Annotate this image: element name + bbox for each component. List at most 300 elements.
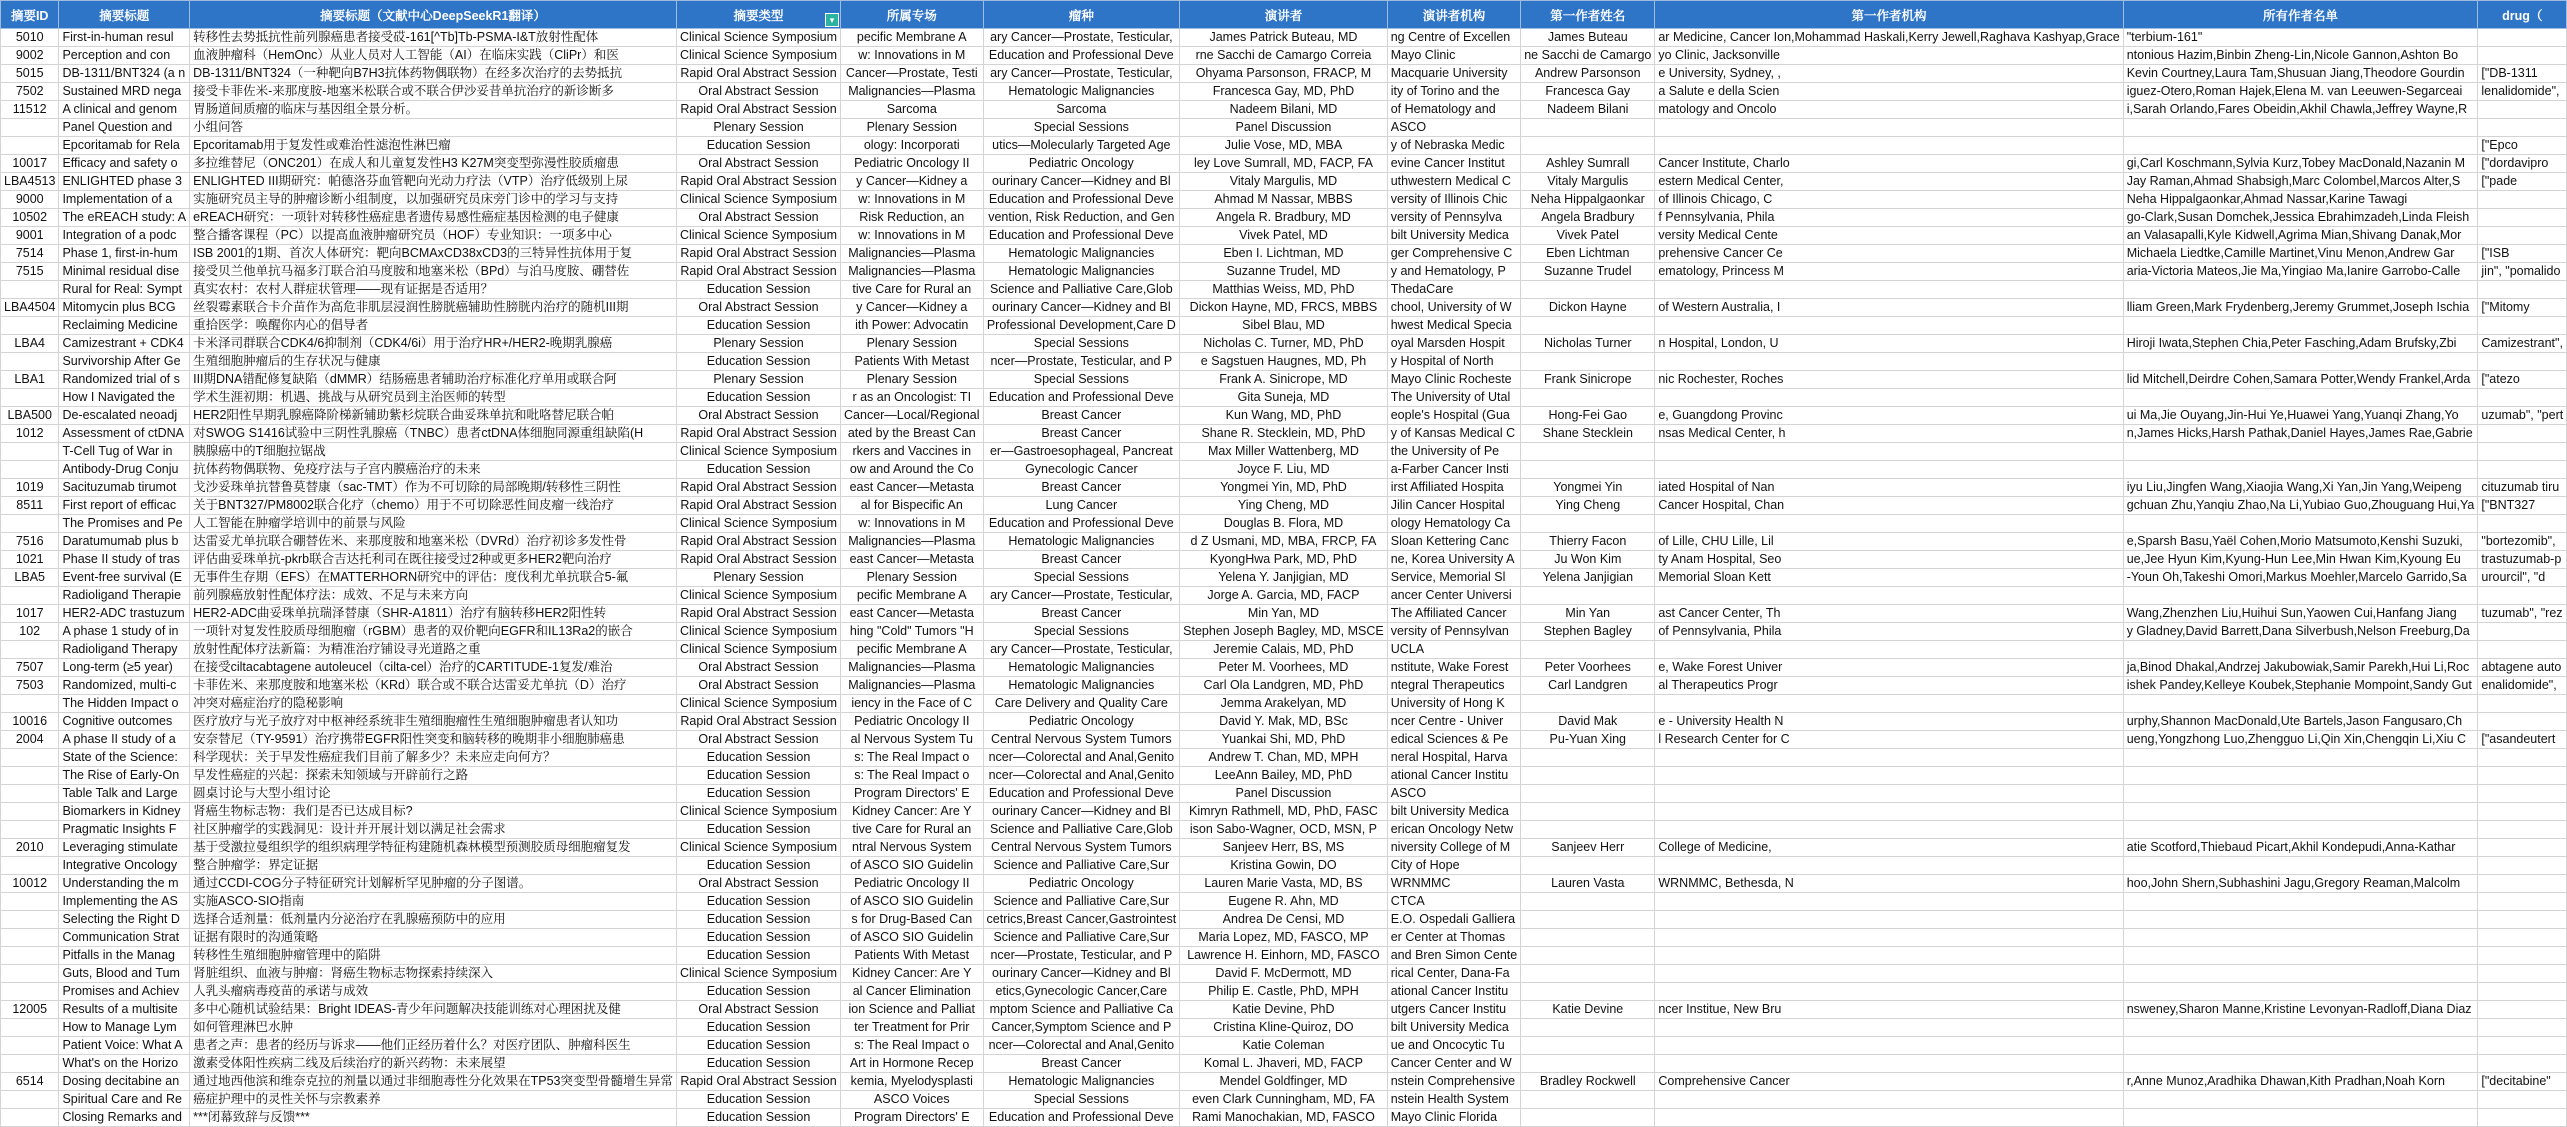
table-cell[interactable]: edical Sciences & Pe: [1387, 731, 1520, 749]
table-cell[interactable]: The Promises and Pe: [59, 515, 190, 533]
table-cell[interactable]: Lung Cancer: [983, 497, 1180, 515]
table-cell[interactable]: Lauren Marie Vasta, MD, BS: [1180, 875, 1388, 893]
table-row[interactable]: [1, 605, 2567, 623]
table-cell[interactable]: Leveraging stimulate: [59, 839, 190, 857]
table-cell[interactable]: [2478, 641, 2567, 659]
table-cell[interactable]: [2123, 1091, 2478, 1109]
table-cell[interactable]: Education Session: [677, 137, 841, 155]
table-row[interactable]: [1, 101, 2567, 119]
table-cell[interactable]: [1521, 353, 1655, 371]
table-cell[interactable]: rne Sacchi de Camargo Correia: [1180, 47, 1388, 65]
table-cell[interactable]: [1, 857, 59, 875]
table-cell[interactable]: Dickon Hayne: [1521, 299, 1655, 317]
table-cell[interactable]: Bradley Rockwell: [1521, 1073, 1655, 1091]
table-row[interactable]: [1, 389, 2567, 407]
table-cell[interactable]: Malignancies—Plasma: [841, 263, 984, 281]
table-cell[interactable]: Sibel Blau, MD: [1180, 317, 1388, 335]
table-row[interactable]: [1, 137, 2567, 155]
table-cell[interactable]: hwest Medical Specia: [1387, 317, 1520, 335]
table-cell[interactable]: Plenary Session: [841, 335, 984, 353]
table-cell[interactable]: 9002: [1, 47, 59, 65]
table-cell[interactable]: Pediatric Oncology: [983, 155, 1180, 173]
table-cell[interactable]: 学术生涯初期：机遇、挑战与从研究员到主治医师的转型: [190, 389, 677, 407]
table-cell[interactable]: Hematologic Malignancies: [983, 533, 1180, 551]
table-cell[interactable]: Education Session: [677, 1037, 841, 1055]
table-cell[interactable]: ger Comprehensive C: [1387, 245, 1520, 263]
table-cell[interactable]: urphy,Shannon MacDonald,Ute Bartels,Jason Fangusaro,Ch: [2123, 713, 2478, 731]
table-cell[interactable]: Table Talk and Large: [59, 785, 190, 803]
table-cell[interactable]: [2123, 389, 2478, 407]
table-cell[interactable]: Nadeem Bilani, MD: [1180, 101, 1388, 119]
table-cell[interactable]: Gita Suneja, MD: [1180, 389, 1388, 407]
table-cell[interactable]: versity Medical Cente: [1655, 227, 2123, 245]
table-cell[interactable]: [1655, 929, 2123, 947]
table-cell[interactable]: 卡菲佐米、来那度胺和地塞米松（KRd）联合或不联合达雷妥尤单抗（D）治疗: [190, 677, 677, 695]
table-cell[interactable]: ith Power: Advocatin: [841, 317, 984, 335]
table-cell[interactable]: Mitomycin plus BCG: [59, 299, 190, 317]
table-cell[interactable]: Education Session: [677, 317, 841, 335]
table-cell[interactable]: [1, 929, 59, 947]
table-cell[interactable]: Peter M. Voorhees, MD: [1180, 659, 1388, 677]
table-cell[interactable]: Education Session: [677, 1109, 841, 1127]
table-cell[interactable]: Special Sessions: [983, 623, 1180, 641]
table-cell[interactable]: Cancer Institute, Charlo: [1655, 155, 2123, 173]
table-cell[interactable]: Pitfalls in the Manag: [59, 947, 190, 965]
table-cell[interactable]: The Hidden Impact o: [59, 695, 190, 713]
table-row[interactable]: [1, 83, 2567, 101]
table-cell[interactable]: prehensive Cancer Ce: [1655, 245, 2123, 263]
table-cell[interactable]: 真实农村：农村人群症状管理——现有证据是否适用？: [190, 281, 677, 299]
table-cell[interactable]: LBA4: [1, 335, 59, 353]
table-cell[interactable]: What's on the Horizo: [59, 1055, 190, 1073]
column-header[interactable]: [190, 1, 677, 29]
table-cell[interactable]: Hong-Fei Gao: [1521, 407, 1655, 425]
table-cell[interactable]: [2123, 947, 2478, 965]
table-cell[interactable]: James Patrick Buteau, MD: [1180, 29, 1388, 47]
table-cell[interactable]: Spiritual Care and Re: [59, 1091, 190, 1109]
table-cell[interactable]: [2123, 119, 2478, 137]
table-cell[interactable]: [2123, 1019, 2478, 1037]
table-cell[interactable]: 丝裂霉素联合卡介苗作为高危非肌层浸润性膀胱癌辅助性膀胱内治疗的随机III期: [190, 299, 677, 317]
table-cell[interactable]: [1655, 947, 2123, 965]
table-cell[interactable]: Angela R. Bradbury, MD: [1180, 209, 1388, 227]
table-row[interactable]: [1, 929, 2567, 947]
table-cell[interactable]: ncer Centre - Univer: [1387, 713, 1520, 731]
table-cell[interactable]: Frank A. Sinicrope, MD: [1180, 371, 1388, 389]
table-cell[interactable]: [1655, 911, 2123, 929]
table-cell[interactable]: 102: [1, 623, 59, 641]
table-cell[interactable]: Results of a multisite: [59, 1001, 190, 1019]
table-cell[interactable]: Jemma Arakelyan, MD: [1180, 695, 1388, 713]
table-cell[interactable]: Antibody-Drug Conju: [59, 461, 190, 479]
table-cell[interactable]: Kristina Gowin, DO: [1180, 857, 1388, 875]
table-cell[interactable]: enalidomide",: [2478, 677, 2567, 695]
table-row[interactable]: [1, 893, 2567, 911]
table-cell[interactable]: Breast Cancer: [983, 1055, 1180, 1073]
table-row[interactable]: [1, 1055, 2567, 1073]
table-cell[interactable]: [1521, 119, 1655, 137]
table-cell[interactable]: Thierry Facon: [1521, 533, 1655, 551]
table-cell[interactable]: Education Session: [677, 461, 841, 479]
table-cell[interactable]: ow and Around the Co: [841, 461, 984, 479]
table-cell[interactable]: 前列腺癌放射性配体疗法：成效、不足与未来方向: [190, 587, 677, 605]
table-row[interactable]: [1, 983, 2567, 1001]
table-row[interactable]: [1, 911, 2567, 929]
table-cell[interactable]: [1655, 353, 2123, 371]
table-cell[interactable]: 7516: [1, 533, 59, 551]
table-cell[interactable]: Nadeem Bilani: [1521, 101, 1655, 119]
table-cell[interactable]: al for Bispecific An: [841, 497, 984, 515]
table-cell[interactable]: Peter Voorhees: [1521, 659, 1655, 677]
table-cell[interactable]: [2478, 317, 2567, 335]
table-cell[interactable]: Randomized trial of s: [59, 371, 190, 389]
table-cell[interactable]: [1, 353, 59, 371]
table-row[interactable]: [1, 839, 2567, 857]
table-cell[interactable]: [2478, 209, 2567, 227]
table-cell[interactable]: Sarcoma: [983, 101, 1180, 119]
table-cell[interactable]: 人乳头瘤病毒疫苗的承诺与成效: [190, 983, 677, 1001]
table-cell[interactable]: pecific Membrane A: [841, 587, 984, 605]
table-cell[interactable]: ueng,Yongzhong Luo,Zhengguo Li,Qin Xin,Chengqin Li,Xiu C: [2123, 731, 2478, 749]
table-cell[interactable]: ne Sacchi de Camargo: [1521, 47, 1655, 65]
column-header[interactable]: [983, 1, 1180, 29]
table-cell[interactable]: [2478, 965, 2567, 983]
table-cell[interactable]: 多中心随机试验结果：Bright IDEAS-青少年问题解决技能训练对心理困扰及健: [190, 1001, 677, 1019]
table-cell[interactable]: Selecting the Right D: [59, 911, 190, 929]
table-cell[interactable]: ASCO: [1387, 785, 1520, 803]
table-cell[interactable]: Jeremie Calais, MD, PhD: [1180, 641, 1388, 659]
table-cell[interactable]: s: The Real Impact o: [841, 749, 984, 767]
table-cell[interactable]: al Nervous System Tu: [841, 731, 984, 749]
table-cell[interactable]: [1, 1109, 59, 1127]
table-cell[interactable]: e, Wake Forest Univer: [1655, 659, 2123, 677]
table-cell[interactable]: Plenary Session: [677, 371, 841, 389]
table-cell[interactable]: ley Love Sumrall, MD, FACP, FA: [1180, 155, 1388, 173]
table-cell[interactable]: Oral Abstract Session: [677, 299, 841, 317]
table-row[interactable]: [1, 857, 2567, 875]
table-cell[interactable]: -Youn Oh,Takeshi Omori,Markus Moehler,Marcelo Garrido,Sa: [2123, 569, 2478, 587]
table-cell[interactable]: Pediatric Oncology: [983, 875, 1180, 893]
table-cell[interactable]: 9001: [1, 227, 59, 245]
table-cell[interactable]: Special Sessions: [983, 569, 1180, 587]
table-cell[interactable]: [1, 461, 59, 479]
table-cell[interactable]: [1521, 515, 1655, 533]
table-cell[interactable]: tuzumab", "rez: [2478, 605, 2567, 623]
table-cell[interactable]: Clinical Science Symposium: [677, 191, 841, 209]
table-cell[interactable]: Lawrence H. Einhorn, MD, FASCO: [1180, 947, 1388, 965]
table-cell[interactable]: uzumab", "pert: [2478, 407, 2567, 425]
table-cell[interactable]: [1521, 821, 1655, 839]
table-row[interactable]: [1, 407, 2567, 425]
table-cell[interactable]: [2123, 803, 2478, 821]
table-row[interactable]: [1, 1019, 2567, 1037]
table-cell[interactable]: [2123, 587, 2478, 605]
table-cell[interactable]: [1655, 749, 2123, 767]
table-cell[interactable]: [1521, 137, 1655, 155]
table-cell[interactable]: [1521, 911, 1655, 929]
table-cell[interactable]: Education Session: [677, 281, 841, 299]
table-cell[interactable]: Rapid Oral Abstract Session: [677, 263, 841, 281]
table-cell[interactable]: 5015: [1, 65, 59, 83]
table-cell[interactable]: [2478, 587, 2567, 605]
table-cell[interactable]: HER2-ADC trastuzum: [59, 605, 190, 623]
table-cell[interactable]: Plenary Session: [677, 119, 841, 137]
table-cell[interactable]: 冲突对癌症治疗的隐秘影响: [190, 695, 677, 713]
table-cell[interactable]: [1521, 803, 1655, 821]
table-cell[interactable]: ["BNT327: [2478, 497, 2567, 515]
table-cell[interactable]: ENLIGHTED III期研究：帕德洛芬血管靶向光动力疗法（VTP）治疗低级别上尿: [190, 173, 677, 191]
table-cell[interactable]: Oral Abstract Session: [677, 83, 841, 101]
table-cell[interactable]: east Cancer—Metasta: [841, 551, 984, 569]
table-cell[interactable]: chool, University of W: [1387, 299, 1520, 317]
table-cell[interactable]: Carl Landgren: [1521, 677, 1655, 695]
table-cell[interactable]: "terbium-161": [2123, 29, 2478, 47]
table-cell[interactable]: [1521, 929, 1655, 947]
table-cell[interactable]: Ju Won Kim: [1521, 551, 1655, 569]
table-cell[interactable]: [2478, 1019, 2567, 1037]
table-cell[interactable]: Andrew Parsonson: [1521, 65, 1655, 83]
table-cell[interactable]: [1, 443, 59, 461]
table-cell[interactable]: Rapid Oral Abstract Session: [677, 551, 841, 569]
table-cell[interactable]: Pediatric Oncology II: [841, 155, 984, 173]
table-cell[interactable]: Education Session: [677, 1055, 841, 1073]
table-cell[interactable]: Vitaly Margulis: [1521, 173, 1655, 191]
table-cell[interactable]: Communication Strat: [59, 929, 190, 947]
table-cell[interactable]: Oral Abstract Session: [677, 1001, 841, 1019]
table-cell[interactable]: Education and Professional Deve: [983, 515, 1180, 533]
table-cell[interactable]: [1521, 587, 1655, 605]
table-cell[interactable]: [2123, 353, 2478, 371]
table-cell[interactable]: estern Medical Center,: [1655, 173, 2123, 191]
table-cell[interactable]: ter Treatment for Prir: [841, 1019, 984, 1037]
table-cell[interactable]: 通过地西他滨和维奈克拉的剂量以通过非细胞毒性分化效果在TP53突变型骨髓增生异常: [190, 1073, 677, 1091]
table-cell[interactable]: ENLIGHTED phase 3: [59, 173, 190, 191]
table-cell[interactable]: [1521, 695, 1655, 713]
table-cell[interactable]: Clinical Science Symposium: [677, 965, 841, 983]
table-row[interactable]: [1, 749, 2567, 767]
table-cell[interactable]: Science and Palliative Care,Glob: [983, 821, 1180, 839]
table-cell[interactable]: Program Directors' E: [841, 1109, 984, 1127]
table-cell[interactable]: of Pennsylvania, Phila: [1655, 623, 2123, 641]
table-cell[interactable]: [2123, 137, 2478, 155]
table-cell[interactable]: Ying Cheng: [1521, 497, 1655, 515]
table-cell[interactable]: [1, 281, 59, 299]
table-cell[interactable]: [1, 947, 59, 965]
table-cell[interactable]: [1521, 461, 1655, 479]
table-cell[interactable]: Integration of a podc: [59, 227, 190, 245]
table-cell[interactable]: Oral Abstract Session: [677, 875, 841, 893]
table-cell[interactable]: 10502: [1, 209, 59, 227]
table-cell[interactable]: 血液肿瘤科（HemOnc）从业人员对人工智能（AI）在临床实践（CliPr）和医: [190, 47, 677, 65]
table-cell[interactable]: [1655, 587, 2123, 605]
table-cell[interactable]: [1521, 749, 1655, 767]
table-cell[interactable]: ISB 2001的1期、首次人体研究：靶向BCMAxCD38xCD3的三特异性抗体用于复: [190, 245, 677, 263]
table-cell[interactable]: y and Hematology, P: [1387, 263, 1520, 281]
table-cell[interactable]: Clinical Science Symposium: [677, 29, 841, 47]
table-cell[interactable]: [1, 119, 59, 137]
table-cell[interactable]: Suzanne Trudel: [1521, 263, 1655, 281]
table-cell[interactable]: LBA4513: [1, 173, 59, 191]
table-cell[interactable]: [1521, 1055, 1655, 1073]
table-cell[interactable]: Andrea De Censi, MD: [1180, 911, 1388, 929]
table-cell[interactable]: 实施ASCO-SIO指南: [190, 893, 677, 911]
table-cell[interactable]: Komal L. Jhaveri, MD, FACP: [1180, 1055, 1388, 1073]
table-row[interactable]: [1, 1001, 2567, 1019]
table-cell[interactable]: [1655, 461, 2123, 479]
table-cell[interactable]: Risk Reduction, an: [841, 209, 984, 227]
table-cell[interactable]: east Cancer—Metasta: [841, 605, 984, 623]
table-cell[interactable]: ational Cancer Institu: [1387, 767, 1520, 785]
table-cell[interactable]: utics—Molecularly Targeted Age: [983, 137, 1180, 155]
table-cell[interactable]: Yongmei Yin: [1521, 479, 1655, 497]
table-cell[interactable]: DB-1311/BNT324 (a n: [59, 65, 190, 83]
table-cell[interactable]: e University, Sydney, ,: [1655, 65, 2123, 83]
table-cell[interactable]: matology and Oncolo: [1655, 101, 2123, 119]
table-cell[interactable]: [1655, 443, 2123, 461]
table-cell[interactable]: gchuan Zhu,Yanqiu Zhao,Na Li,Yubiao Guo,Zhouguang Hui,Ya: [2123, 497, 2478, 515]
table-cell[interactable]: w: Innovations in M: [841, 227, 984, 245]
table-cell[interactable]: ja,Binod Dhakal,Andrzej Jakubowiak,Samir Parekh,Hui Li,Roc: [2123, 659, 2478, 677]
table-cell[interactable]: 1012: [1, 425, 59, 443]
table-row[interactable]: [1, 821, 2567, 839]
table-cell[interactable]: [2478, 29, 2567, 47]
table-cell[interactable]: [2478, 893, 2567, 911]
table-cell[interactable]: tive Care for Rural an: [841, 821, 984, 839]
table-cell[interactable]: 实施研究员主导的肿瘤诊断小组制度，以加强研究员床旁门诊中的学习与支持: [190, 191, 677, 209]
table-cell[interactable]: Pediatric Oncology: [983, 713, 1180, 731]
table-cell[interactable]: ison Sabo-Wagner, OCD, MSN, P: [1180, 821, 1388, 839]
table-cell[interactable]: 一项针对复发性胶质母细胞瘤（rGBM）患者的双价靶向EGFR和IL13Ra2的嵌合: [190, 623, 677, 641]
table-cell[interactable]: Vitaly Margulis, MD: [1180, 173, 1388, 191]
table-cell[interactable]: [1655, 1019, 2123, 1037]
table-cell[interactable]: [1655, 641, 2123, 659]
table-cell[interactable]: Ahmad M Nassar, MBBS: [1180, 191, 1388, 209]
table-cell[interactable]: Cognitive outcomes: [59, 713, 190, 731]
table-cell[interactable]: [1, 803, 59, 821]
table-cell[interactable]: Oral Abstract Session: [677, 209, 841, 227]
table-cell[interactable]: Andrew T. Chan, MD, MPH: [1180, 749, 1388, 767]
table-cell[interactable]: Rural for Real: Sympt: [59, 281, 190, 299]
table-cell[interactable]: Yelena Janjigian: [1521, 569, 1655, 587]
table-cell[interactable]: Art in Hormone Recep: [841, 1055, 984, 1073]
table-cell[interactable]: [2478, 425, 2567, 443]
table-cell[interactable]: Katie Coleman: [1180, 1037, 1388, 1055]
table-cell[interactable]: versity of Pennsylvan: [1387, 623, 1520, 641]
table-row[interactable]: [1, 29, 2567, 47]
table-cell[interactable]: Sarcoma: [841, 101, 984, 119]
table-cell[interactable]: University of Hong K: [1387, 695, 1520, 713]
table-cell[interactable]: [1, 893, 59, 911]
table-cell[interactable]: n Hospital, London, U: [1655, 335, 2123, 353]
table-cell[interactable]: [2478, 281, 2567, 299]
table-cell[interactable]: ourinary Cancer—Kidney and Bl: [983, 803, 1180, 821]
table-cell[interactable]: Special Sessions: [983, 119, 1180, 137]
table-cell[interactable]: n,James Hicks,Harsh Pathak,Daniel Hayes,James Rae,Gabrie: [2123, 425, 2478, 443]
table-cell[interactable]: Central Nervous System Tumors: [983, 839, 1180, 857]
table-cell[interactable]: 12005: [1, 1001, 59, 1019]
table-cell[interactable]: State of the Science:: [59, 749, 190, 767]
table-cell[interactable]: [2123, 785, 2478, 803]
table-cell[interactable]: Education Session: [677, 1091, 841, 1109]
table-cell[interactable]: bilt University Medica: [1387, 1019, 1520, 1037]
table-cell[interactable]: [1655, 137, 2123, 155]
table-cell[interactable]: s for Drug-Based Can: [841, 911, 984, 929]
table-cell[interactable]: ncer—Colorectal and Anal,Genito: [983, 749, 1180, 767]
table-cell[interactable]: cituzumab tiru: [2478, 479, 2567, 497]
table-cell[interactable]: y Cancer—Kidney a: [841, 299, 984, 317]
table-cell[interactable]: nsas Medical Center, h: [1655, 425, 2123, 443]
table-cell[interactable]: [2478, 191, 2567, 209]
table-cell[interactable]: Breast Cancer: [983, 605, 1180, 623]
table-cell[interactable]: [1521, 965, 1655, 983]
table-cell[interactable]: Professional Development,Care D: [983, 317, 1180, 335]
table-cell[interactable]: LeeAnn Bailey, MD, PhD: [1180, 767, 1388, 785]
table-cell[interactable]: ntonious Hazim,Binbin Zheng-Lin,Nicole Gannon,Ashton Bo: [2123, 47, 2478, 65]
table-cell[interactable]: "bortezomib",: [2478, 533, 2567, 551]
table-cell[interactable]: hoo,John Shern,Subhashini Jagu,Gregory Reaman,Malcolm: [2123, 875, 2478, 893]
table-row[interactable]: [1, 965, 2567, 983]
table-cell[interactable]: LBA4504: [1, 299, 59, 317]
table-cell[interactable]: Education Session: [677, 929, 841, 947]
table-cell[interactable]: David Y. Mak, MD, BSc: [1180, 713, 1388, 731]
table-cell[interactable]: nstitute, Wake Forest: [1387, 659, 1520, 677]
table-cell[interactable]: Oral Abstract Session: [677, 677, 841, 695]
table-cell[interactable]: Education and Professional Deve: [983, 389, 1180, 407]
table-cell[interactable]: Education Session: [677, 983, 841, 1001]
table-cell[interactable]: Sustained MRD nega: [59, 83, 190, 101]
table-cell[interactable]: r as an Oncologist: TI: [841, 389, 984, 407]
table-cell[interactable]: [1521, 1109, 1655, 1127]
table-cell[interactable]: Education Session: [677, 1019, 841, 1037]
table-cell[interactable]: [2478, 389, 2567, 407]
table-cell[interactable]: 安奈替尼（TY-9591）治疗携带EGFR阳性突变和脑转移的晚期非小细胞肺癌患: [190, 731, 677, 749]
table-cell[interactable]: [2478, 785, 2567, 803]
column-header[interactable]: [1387, 1, 1520, 29]
table-cell[interactable]: [1, 695, 59, 713]
table-cell[interactable]: Daratumumab plus b: [59, 533, 190, 551]
table-cell[interactable]: of ASCO SIO Guidelin: [841, 929, 984, 947]
table-cell[interactable]: Panel Discussion: [1180, 119, 1388, 137]
table-cell[interactable]: The eREACH study: A: [59, 209, 190, 227]
table-cell[interactable]: Integrative Oncology: [59, 857, 190, 875]
table-cell[interactable]: 1017: [1, 605, 59, 623]
table-cell[interactable]: Understanding the m: [59, 875, 190, 893]
table-cell[interactable]: [1521, 785, 1655, 803]
table-cell[interactable]: 2010: [1, 839, 59, 857]
table-cell[interactable]: Clinical Science Symposium: [677, 839, 841, 857]
table-cell[interactable]: ncer—Prostate, Testicular, and P: [983, 947, 1180, 965]
table-cell[interactable]: er—Gastroesophageal, Pancreat: [983, 443, 1180, 461]
table-cell[interactable]: [1655, 965, 2123, 983]
table-row[interactable]: [1, 227, 2567, 245]
table-row[interactable]: [1, 1091, 2567, 1109]
table-cell[interactable]: [1655, 281, 2123, 299]
table-cell[interactable]: Education Session: [677, 749, 841, 767]
table-cell[interactable]: Education Session: [677, 857, 841, 875]
table-cell[interactable]: Oral Abstract Session: [677, 155, 841, 173]
table-cell[interactable]: [1655, 983, 2123, 1001]
table-cell[interactable]: utgers Cancer Institu: [1387, 1001, 1520, 1019]
table-cell[interactable]: lliam Green,Mark Frydenberg,Jeremy Grummet,Joseph Ischia: [2123, 299, 2478, 317]
table-cell[interactable]: Education Session: [677, 785, 841, 803]
table-cell[interactable]: Lauren Vasta: [1521, 875, 1655, 893]
table-cell[interactable]: of Hematology and: [1387, 101, 1520, 119]
table-cell[interactable]: Jorge A. Garcia, MD, FACP: [1180, 587, 1388, 605]
table-cell[interactable]: Education and Professional Deve: [983, 227, 1180, 245]
table-cell[interactable]: 选择合适剂量：低剂量内分泌治疗在乳腺癌预防中的应用: [190, 911, 677, 929]
table-cell[interactable]: ne, Korea University A: [1387, 551, 1520, 569]
table-cell[interactable]: Survivorship After Ge: [59, 353, 190, 371]
